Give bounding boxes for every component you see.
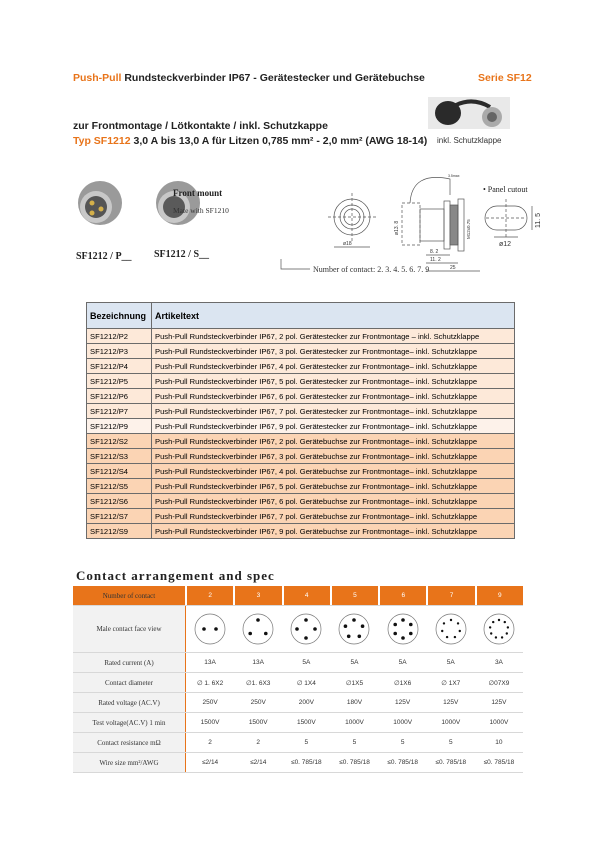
spec-row-label: Rated current (A) [73,653,186,672]
spec-value: 2 [256,739,261,746]
spec-value: 1000V [393,719,413,726]
col-header-article-text: Artikeltext [152,303,515,329]
contact-pin [401,636,405,640]
contact-pin [503,621,505,623]
panel-cutout-label: • Panel cutout [483,185,528,194]
contact-pin [393,623,397,627]
face-view-label: Male contact face view [73,606,186,652]
contact-pin [490,632,492,634]
table-row [87,449,515,464]
article-text-cell: Push-Pull Rundsteckverbinder IP67, 2 pol. Gerätebuchse zur Frontmontage– inkl. Schutzklappe [152,434,515,449]
face-view-row [73,606,523,653]
contact-pin [441,630,443,632]
contact-face-diagram [234,606,282,652]
contact-pin [393,632,397,636]
spec-value: 5A [302,659,311,666]
spec-value: 1500V [296,719,316,726]
contact-face-diagram [475,606,523,652]
table-row [87,344,515,359]
spec-value: 5 [400,739,405,746]
article-table [86,302,515,539]
contact-count-header: 7 [428,586,474,605]
contact-pin [409,632,413,636]
subtitle: zur Frontmontage / Lötkontakte / inkl. Schutzkappe [73,120,328,132]
contact-pin [489,626,491,628]
contact-face-diagram [282,606,330,652]
contact-count-header: 3 [235,586,281,605]
article-text-cell: Push-Pull Rundsteckverbinder IP67, 4 pol. Gerätebuchse zur Frontmontage– inkl. Schutzklappe [152,464,515,479]
spec-row-label: Rated voltage (AC.V) [73,693,186,712]
table-row [87,509,515,524]
contact-pin [347,634,351,638]
article-text-cell: Push-Pull Rundsteckverbinder IP67, 9 pol. Gerätebuchse zur Frontmontage– inkl. Schutzklappe [152,524,515,539]
table-row [87,419,515,434]
spec-value: 5A [398,659,407,666]
spec-value: 5 [304,739,309,746]
contact-pin [296,627,300,631]
table-row [87,404,515,419]
contact-pin [202,627,206,631]
spec-header-row [73,586,523,606]
spec-value: 250V [202,699,218,706]
spec-value: 13A [204,659,216,666]
contact-count-header: 2 [187,586,233,605]
designation-cell: SF1212/P2 [87,329,152,344]
cap-caption: inkl. Schutzklappe [437,136,502,145]
table-row [87,329,515,344]
contact-pin [507,626,509,628]
table-row [87,464,515,479]
spec-value: 125V [395,699,411,706]
article-text-cell: Push-Pull Rundsteckverbinder IP67, 3 pol. Gerätebuchse zur Frontmontage– inkl. Schutzklappe [152,449,515,464]
dim-35: 3.5max [448,174,460,178]
spec-value: ∅1. 6X3 [245,679,271,687]
contacts-note: Number of contact: 2. 3. 4. 5. 6. 7. 9 [313,265,430,274]
contact-pin [409,623,413,627]
contact-pin [492,621,494,623]
spec-value: 5 [352,739,357,746]
table-row [87,374,515,389]
spec-row [73,713,523,733]
contact-face-diagram [427,606,475,652]
designation-cell: SF1212/P3 [87,344,152,359]
protective-cap-image [428,97,510,129]
article-text-cell: Push-Pull Rundsteckverbinder IP67, 4 pol. Gerätestecker zur Frontmontage– inkl. Schutzklappe [152,359,515,374]
contact-pin [264,632,268,636]
mate-with-label: Mate with SF1210 [173,206,229,215]
front-mount-label: Front mount [173,188,223,198]
article-text-cell: Push-Pull Rundsteckverbinder IP67, 7 pol. Gerätestecker zur Frontmontage– inkl. Schutzklappe [152,404,515,419]
article-text-cell: Push-Pull Rundsteckverbinder IP67, 6 pol. Gerätebuchse zur Frontmontage– inkl. Schutzklappe [152,494,515,509]
designation-cell: SF1212/S7 [87,509,152,524]
contact-pin [401,618,405,622]
contact-pin [446,636,448,638]
spec-value: ≤2/14 [250,759,267,766]
contact-pin [344,624,348,628]
spec-value: 200V [298,699,314,706]
dim-25: 25 [450,265,456,271]
spec-row [73,733,523,753]
contact-pin [314,627,318,631]
contact-pin [305,618,309,622]
dim-112: 11. 2 [430,257,441,263]
dim-115: 11. 5 [535,212,542,228]
spec-value: ∅ 1X7 [441,679,461,687]
type-line: Typ SF1212 3,0 A bis 13,0 A für Litzen 0,785 mm² - 2,0 mm² (AWG 18-14) [73,135,428,147]
contact-face-diagram [379,606,427,652]
contact-pin [501,636,503,638]
spec-table [73,586,523,773]
table-row [87,359,515,374]
contact-pin [443,622,445,624]
designation-cell: SF1212/S4 [87,464,152,479]
spec-value: 125V [491,699,507,706]
table-row [87,479,515,494]
contact-count-header: 4 [284,586,330,605]
spec-value: 2 [208,739,212,746]
dim-m12: M12x0.75 [466,219,471,239]
spec-value: ≤0. 785/18 [339,759,370,766]
spec-row-label: Contact diameter [73,673,186,692]
spec-value: 180V [346,699,363,706]
article-text-cell: Push-Pull Rundsteckverbinder IP67, 9 pol. Gerätestecker zur Frontmontage– inkl. Schutzklappe [152,419,515,434]
contact-pin [506,632,508,634]
article-text-cell: Push-Pull Rundsteckverbinder IP67, 7 pol. Gerätebuchse zur Frontmontage– inkl. Schutzklappe [152,509,515,524]
contact-pin [498,619,500,621]
spec-value: ≤0. 785/18 [435,759,467,766]
spec-value: ∅ 1. 6X2 [196,679,224,687]
designation-cell: SF1212/S2 [87,434,152,449]
contact-face-diagram [186,606,234,652]
contact-pin [249,632,253,636]
designation-cell: SF1212/P5 [87,374,152,389]
contact-count-header: 5 [332,586,378,605]
designation-cell: SF1212/P9 [87,419,152,434]
spec-value: 5A [446,659,455,666]
plug-image [78,181,122,225]
designation-cell: SF1212/S5 [87,479,152,494]
spec-value: 5 [448,739,453,746]
designation-cell: SF1212/S9 [87,524,152,539]
table-row [87,389,515,404]
designation-cell: SF1212/P4 [87,359,152,374]
spec-value: 3A [494,659,503,666]
contact-face-diagram [330,606,378,652]
spec-value: 250V [250,699,266,706]
table-row [87,434,515,449]
spec-value: 1000V [441,719,461,726]
spec-value: ∅1X5 [345,679,364,687]
spec-row [73,673,523,693]
contact-count-header: 9 [477,586,523,605]
spec-value: 1500V [200,719,220,726]
spec-value: ∅07X9 [488,679,510,687]
spec-row [73,653,523,673]
designation-cell: SF1212/P6 [87,389,152,404]
contact-pin [353,618,357,622]
page-title: Push-Pull Rundsteckverbinder IP67 - Gerätestecker und Gerätebuchse [73,72,425,84]
contact-pin [305,636,309,640]
table-row [87,494,515,509]
article-text-cell: Push-Pull Rundsteckverbinder IP67, 6 pol. Gerätestecker zur Frontmontage– inkl. Schutzklappe [152,389,515,404]
spec-row-label: Test voltage(AC.V) 1 min [73,713,186,732]
plug-label: SF1212 / P__ [76,251,132,262]
spec-value: ∅1X6 [394,679,412,687]
spec-row-label: Wire size mm²/AWG [73,753,186,772]
article-text-cell: Push-Pull Rundsteckverbinder IP67, 3 pol. Gerätestecker zur Frontmontage– inkl. Schutzklappe [152,344,515,359]
contact-count-header: 6 [380,586,426,605]
contact-pin [214,627,218,631]
article-text-cell: Push-Pull Rundsteckverbinder IP67, 2 pol. Gerätestecker zur Frontmontage – inkl. Schutzklappe [152,329,515,344]
contact-pin [495,636,497,638]
spec-value: 13A [252,659,264,666]
spec-value: ≤0. 785/18 [291,759,322,766]
col-header-designation: Bezeichnung [87,303,152,329]
spec-value: ∅ 1X4 [296,679,316,687]
socket-label: SF1212 / S__ [154,249,210,260]
spec-row [73,693,523,713]
spec-value: 125V [443,699,459,706]
contact-pin [361,624,365,628]
contact-pin [453,636,455,638]
dim-d138: ø13. 8 [394,220,400,235]
spec-value: 1000V [345,719,364,726]
designation-cell: SF1212/S6 [87,494,152,509]
spec-header-label: Number of contact [73,586,185,605]
spec-row [73,753,523,773]
dim-d18: ø18 [343,241,352,247]
contact-pin [256,618,260,622]
spec-value: 10 [495,739,503,746]
spec-value: ≤2/14 [201,759,219,766]
spec-value: 1000V [489,719,509,726]
connector-drawing [70,165,590,285]
designation-cell: SF1212/P7 [87,404,152,419]
spec-value: ≤0. 785/18 [483,759,515,766]
contact-pin [358,634,362,638]
table-row [87,524,515,539]
article-text-cell: Push-Pull Rundsteckverbinder IP67, 5 pol. Gerätebuchse zur Frontmontage– inkl. Schutzklappe [152,479,515,494]
spec-value: ≤0. 785/18 [387,759,418,766]
contact-pin [457,622,459,624]
dim-d12: ø12 [499,241,512,248]
contact-pin [450,619,452,621]
series-label: Serie SF12 [478,72,532,84]
designation-cell: SF1212/S3 [87,449,152,464]
dim-82: 8. 2 [430,249,439,255]
article-text-cell: Push-Pull Rundsteckverbinder IP67, 5 pol. Gerätestecker zur Frontmontage– inkl. Schutzklappe [152,374,515,389]
spec-row-label: Contact resistance mΩ [73,733,186,752]
spec-value: 5A [350,659,359,666]
spec-value: 1500V [248,719,268,726]
spec-title: Contact arrangement and spec [76,568,275,583]
contact-pin [458,630,460,632]
